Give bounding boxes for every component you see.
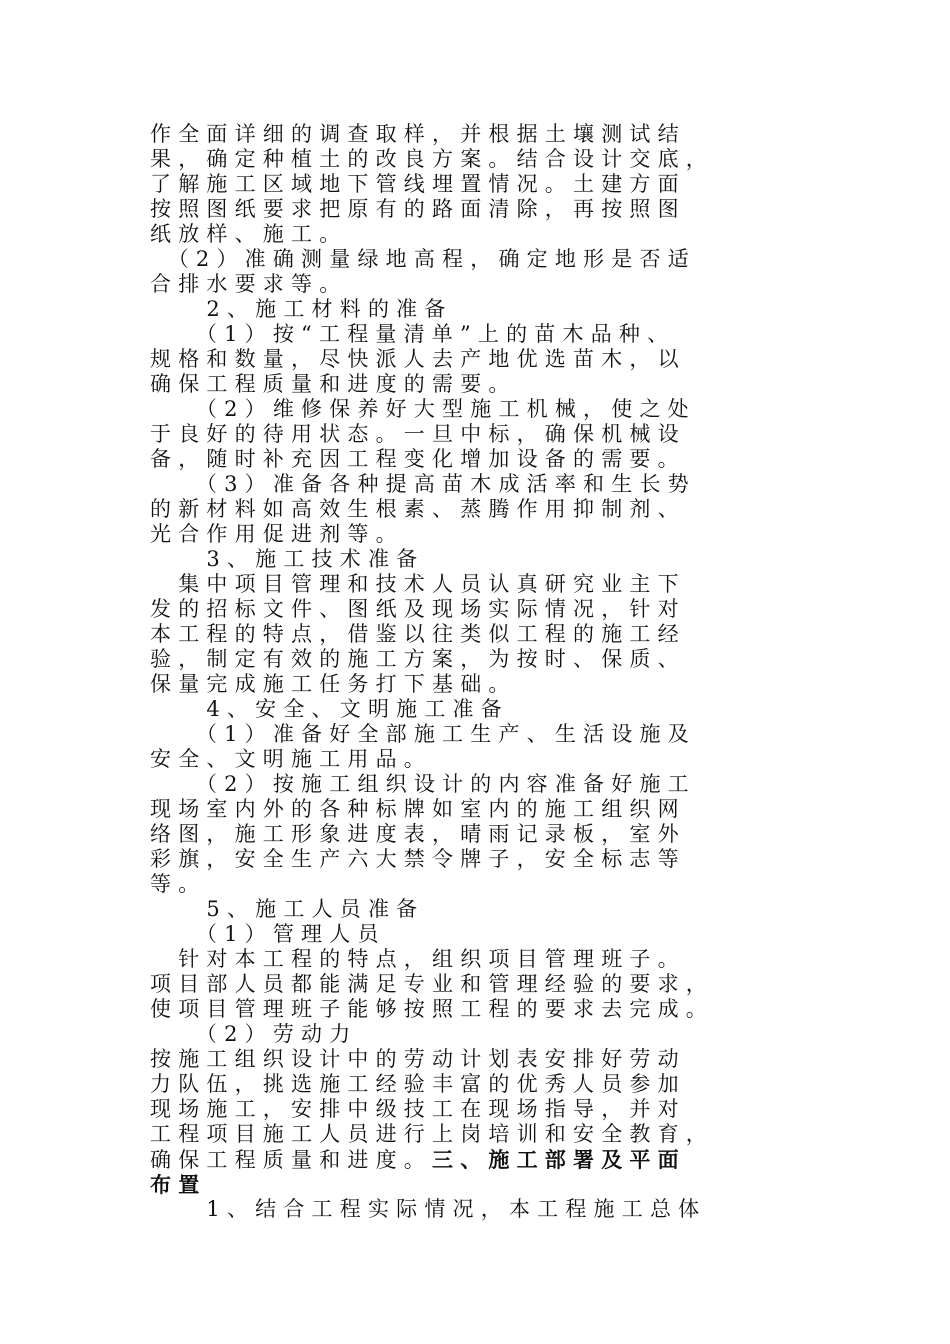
text-line: 彩旗，安全生产六大禁令牌子，安全标志等 [150,847,686,871]
text-line: 力队伍，挑选施工经验丰富的优秀人员参加 [150,1072,686,1096]
text-line: 现场室内外的各种标牌如室内的施工组织网 [150,797,686,821]
text-line: 现场施工，安排中级技工在现场指导，并对 [150,1097,686,1121]
text-line: 项目部人员都能满足专业和管理经验的要求， [150,972,714,996]
subsection-heading: （1）管理人员 [150,922,386,946]
text-line: 针对本工程的特点，组织项目管理班子。 [150,947,686,971]
text-line: 按施工组织设计中的劳动计划表安排好劳动 [150,1047,686,1071]
text-line: 等。 [150,872,207,896]
text-line: （1）准备好全部施工生产、生活设施及 [150,722,696,746]
text-line: 络图，施工形象进度表，晴雨记录板，室外 [150,822,686,846]
text-line: 合排水要求等。 [150,272,348,296]
mixed-line [150,1147,810,1172]
text-line: 作全面详细的调查取样，并根据土壤测试结 [150,122,686,146]
text-line: 的新材料如高效生根素、蒸腾作用抑制剂、 [150,497,686,521]
section-heading: 3、施工技术准备 [150,547,425,571]
subsection-heading: （2）劳动力 [150,1022,358,1046]
text-line: 备，随时补充因工程变化增加设备的需要。 [150,447,686,471]
text-line: （2）准确测量绿地高程，确定地形是否适 [150,247,696,271]
text-line: （2）按施工组织设计的内容准备好施工 [150,772,696,796]
bold-heading-segment: 三、施工部署及平面 [432,1147,686,1172]
bold-heading-continuation: 布置 [150,1172,207,1197]
text-line: 发的招标文件、图纸及现场实际情况，针对 [150,597,686,621]
text-line: 规格和数量，尽快派人去产地优选苗木，以 [150,347,686,371]
text-line: 本工程的特点，借鉴以往类似工程的施工经 [150,622,686,646]
text-line: 1、结合工程实际情况，本工程施工总体 [150,1197,707,1221]
section-heading: 5、施工人员准备 [150,897,425,921]
section-heading: 2、施工材料的准备 [150,297,453,321]
text-line: 集中项目管理和技术人员认真研究业主下 [150,572,686,596]
text-line: 于良好的待用状态。一旦中标，确保机械设 [150,422,686,446]
text-line: 验，制定有效的施工方案，为按时、保质、 [150,647,686,671]
text-line: 纸放样、施工。 [150,222,348,246]
body-text [150,122,810,1222]
text-line: （3）准备各种提高苗木成活率和生长势 [150,472,696,496]
text-line: 工程项目施工人员进行上岗培训和安全教育， [150,1122,714,1146]
text-segment: 确保工程质量和进度。 [150,1148,432,1172]
text-line: 使项目管理班子能够按照工程的要求去完成。 [150,997,714,1021]
text-line: 保量完成施工任务打下基础。 [150,672,517,696]
text-line: （1）按“工程量清单”上的苗木品种、 [150,322,676,346]
text-line: 了解施工区域地下管线埋置情况。土建方面 [150,172,686,196]
section-heading: 4、安全、文明施工准备 [150,697,509,721]
text-line: 安全、文明施工用品。 [150,747,432,771]
text-line: 果，确定种植土的改良方案。结合设计交底， [150,147,714,171]
text-line: 按照图纸要求把原有的路面清除，再按照图 [150,197,686,221]
text-line: 确保工程质量和进度的需要。 [150,372,517,396]
text-line: 光合作用促进剂等。 [150,522,404,546]
text-line: （2）维修保养好大型施工机械，使之处 [150,397,696,421]
